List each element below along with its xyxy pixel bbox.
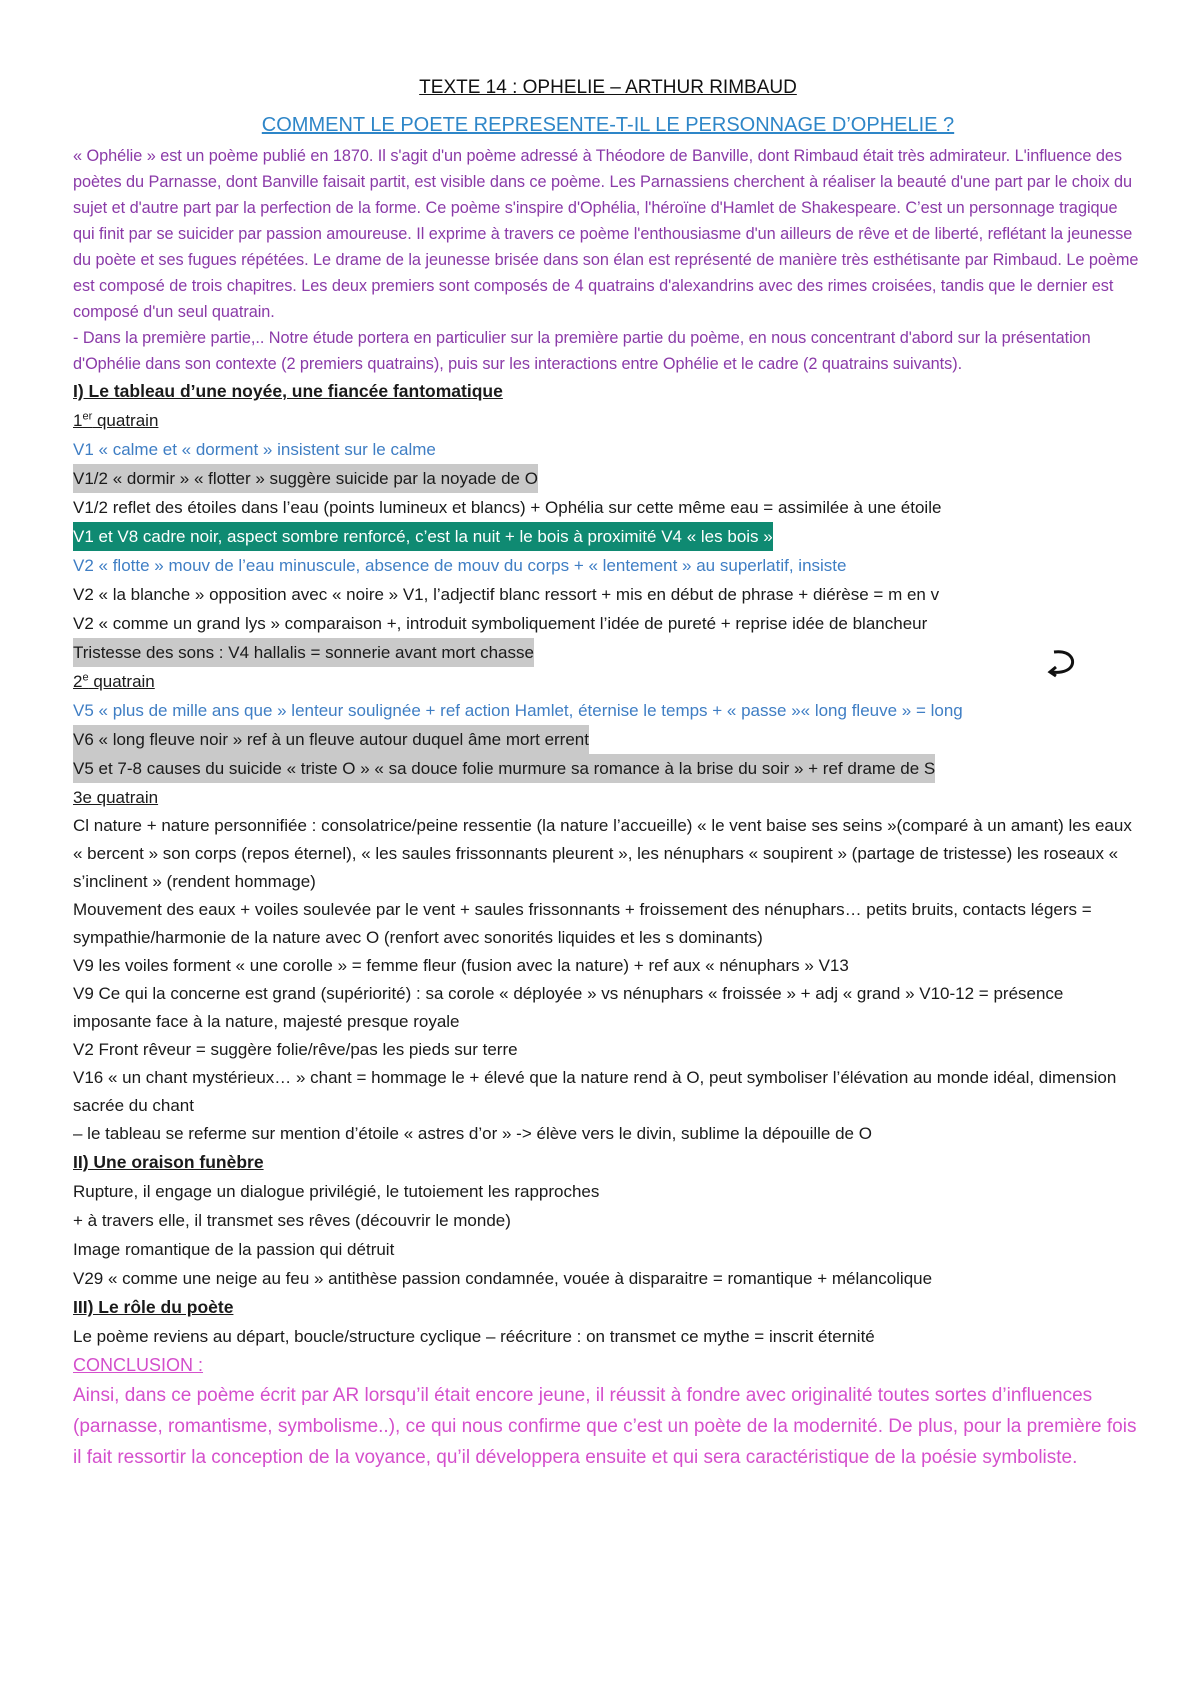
introduction — [73, 143, 1143, 377]
part2-line: + à travers elle, il transmet ses rêves (découvrir le monde) — [73, 1211, 511, 1230]
conclusion-text: Ainsi, dans ce poème écrit par AR lorsqu’il était encore jeune, il réussit à fondre avec originalité toutes sortes d’influences (parnasse, romantisme, symbolisme..), ce qui nous confirme que c’est un poète de la modernité. De plus, pour la première fois il fait ressortir la conception de la voyance, qu’il développera ensuite et qui sera caractéristique de la poésie symboliste. — [73, 1385, 1137, 1468]
highlighted-text: V1/2 « dormir » « flotter » suggère suicide par la noyade de O — [73, 464, 538, 493]
quatrain1-line — [73, 638, 1143, 667]
quatrain1-line: V1/2 reflet des étoiles dans l’eau (points lumineux et blancs) + Ophélia sur cette même eau = assimilée à une étoile — [73, 498, 942, 517]
quatrain3-line: V16 « un chant mystérieux… » chant = hommage le + élevé que la nature rend à O, peut symboliser l’élévation au monde idéal, dimension sacrée du chant — [73, 1068, 1117, 1115]
quatrain2-line — [73, 725, 1143, 754]
quatrain3-line: V9 Ce qui la concerne est grand (supériorité) : sa corole « déployée » vs nénuphars « froissée » + adj « grand » V10-12 = présence imposante face à la nature, majesté presque royale — [73, 984, 1064, 1031]
quatrain3-line: – le tableau se referme sur mention d’étoile « astres d’or » -> élève vers le divin, sublime la dépouille de O — [73, 1124, 872, 1143]
document-title: TEXTE 14 : OPHELIE – ARTHUR RIMBAUD — [419, 77, 797, 98]
document-page — [73, 76, 1143, 1473]
quatrain3-label: 3e quatrain — [73, 788, 159, 807]
quatrain2-label: 2e quatrain — [73, 671, 155, 691]
quatrain1-line — [73, 522, 1143, 551]
part3-line: Le poème reviens au départ, boucle/structure cyclique – réécriture : on transmet ce mythe = inscrit éternité — [73, 1327, 875, 1346]
quatrain3-line: Cl nature + nature personnifiée : consolatrice/peine ressentie (la nature l’accueille) « le vent baise ses seins »(comparé à un amant) les eaux « bercent » son corps (repos éternel), « les saules frissonnants pleurent », les nénuphars « soupirent » (partage de tristesse) les roseaux « s’inclinent » (rendent hommage) — [73, 816, 1132, 891]
highlighted-text: V6 « long fleuve noir » ref à un fleuve autour duquel âme mort errent — [73, 725, 589, 754]
intro-plan: - Dans la première partie,.. Notre étude portera en particulier sur la première partie du poème, en nous concentrant d'abord sur la présentation d'Ophélie dans son contexte (2 premiers quatrains), puis sur les interactions entre Ophélie et le cadre (2 quatrains suivants). — [73, 329, 1091, 373]
intro-paragraph: « Ophélie » est un poème publié en 1870. Il s'agit d'un poème adressé à Théodore de Banville, dont Rimbaud était très admirateur. L'influence des poètes du Parnasse, dont Banville faisait partit, est visible dans ce poème. Les Parnassiens cherchent à réaliser la beauté d'une part par le choix du sujet et d'autre part par la perfection de la forme. Ce poème s'inspire d'Ophélia, l'héroïne d'Hamlet de Shakespeare. C’est un personnage tragique qui finit par se suicider par passion amoureuse. Il exprime à travers ce poème l'enthousiasme d'un ailleurs de rêve et de liberté, reflétant la jeunesse du poète et ses fugues répétées. Le drame de la jeunesse brisée dans son élan est représenté de manière très esthétisante par Rimbaud. Le poème est composé de trois chapitres. Les deux premiers sont composés de 4 quatrains d'alexandrins avec des rimes croisées, tandis que le dernier est composé d'un seul quatrain. — [73, 147, 1139, 321]
quatrain3-line: V2 Front rêveur = suggère folie/rêve/pas les pieds sur terre — [73, 1040, 518, 1059]
highlighted-text: V5 et 7-8 causes du suicide « triste O » « sa douce folie murmure sa romance à la brise du soir » + ref drame de S — [73, 754, 935, 783]
part2-heading: II) Une oraison funèbre — [73, 1152, 264, 1172]
part2-line: Rupture, il engage un dialogue privilégié, le tutoiement les rapproches — [73, 1182, 600, 1201]
quatrain1-line: V2 « la blanche » opposition avec « noire » V1, l’adjectif blanc ressort + mis en début de phrase + diérèse = m en v — [73, 585, 940, 604]
quatrain1-line — [73, 464, 1143, 493]
quatrain3-line: V9 les voiles forment « une corolle » = femme fleur (fusion avec la nature) + ref aux « nénuphars » V13 — [73, 956, 849, 975]
conclusion-body — [73, 1380, 1143, 1473]
part1-heading: I) Le tableau d’une noyée, une fiancée fantomatique — [73, 381, 503, 401]
highlighted-text: V1 et V8 cadre noir, aspect sombre renforcé, c’est la nuit + le bois à proximité V4 « les bois » — [73, 522, 773, 551]
quatrain1-line: V1 « calme et « dorment » insistent sur le calme — [73, 440, 436, 459]
highlighted-text: Tristesse des sons : V4 hallalis = sonnerie avant mort chasse — [73, 638, 534, 667]
curved-return-arrow-icon — [1046, 648, 1080, 678]
problematic-question: COMMENT LE POETE REPRESENTE-T-IL LE PERSONNAGE D’OPHELIE ? — [261, 114, 955, 136]
part2-line: Image romantique de la passion qui détruit — [73, 1240, 395, 1259]
quatrain1-label: 1er quatrain — [73, 410, 159, 430]
quatrain2-line: V5 « plus de mille ans que » lenteur soulignée + ref action Hamlet, éternise le temps + « passe »« long fleuve » = long — [73, 701, 963, 720]
conclusion-heading: CONCLUSION : — [73, 1355, 204, 1375]
part3-heading: III) Le rôle du poète — [73, 1297, 234, 1317]
quatrain1-line: V2 « flotte » mouv de l’eau minuscule, absence de mouv du corps + « lentement » au superlatif, insiste — [73, 556, 847, 575]
quatrain2-line — [73, 754, 1143, 783]
quatrain1-line: V2 « comme un grand lys » comparaison +, introduit symboliquement l’idée de pureté + reprise idée de blancheur — [73, 614, 928, 633]
part2-line: V29 « comme une neige au feu » antithèse passion condamnée, vouée à disparaitre = romantique + mélancolique — [73, 1269, 933, 1288]
quatrain3-line: Mouvement des eaux + voiles soulevée par le vent + saules frissonnants + froissement des nénuphars… petits bruits, contacts légers = sympathie/harmonie de la nature avec O (renfort avec sonorités liquides et les s dominants) — [73, 900, 1092, 947]
